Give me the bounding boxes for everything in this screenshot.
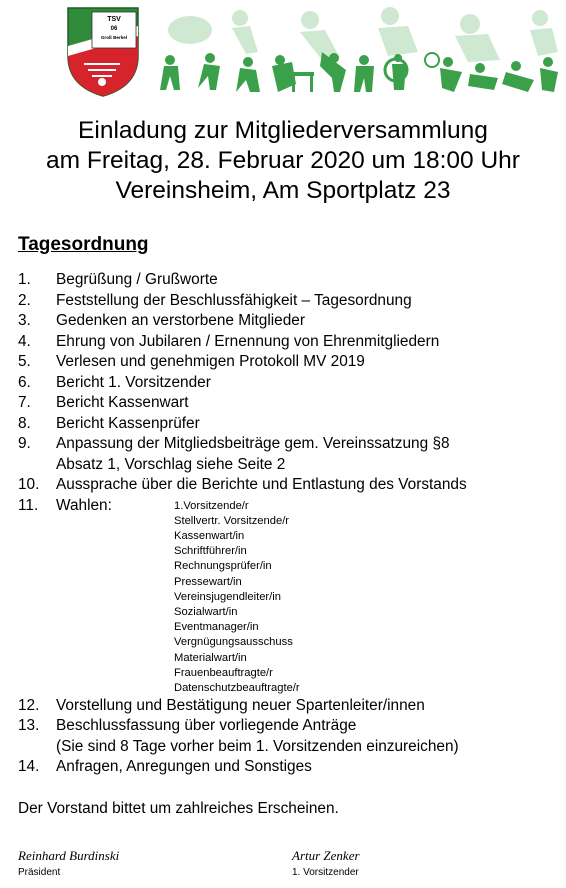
election-position: Vergnügungsausschuss (174, 636, 293, 649)
crest-text-place: Groß Berkel (100, 35, 128, 40)
invitation-title (0, 116, 566, 206)
agenda-item-number: 5. (18, 353, 31, 370)
election-position: Stellvertr. Vorsitzende/r (174, 514, 290, 527)
election-position: Materialwart/in (174, 651, 247, 664)
agenda-item-number: 10. (18, 476, 40, 493)
agenda-item-text: Feststellung der Beschlussfähigkeit – Tagesordnung (56, 291, 412, 309)
signature-name: Artur Zenker (292, 848, 360, 863)
agenda-item (18, 414, 558, 435)
signature-role: 1. Vorsitzender (292, 867, 359, 878)
agenda-item (18, 434, 558, 455)
election-position: Rechnungsprüfer/in (174, 560, 272, 573)
agenda-item-number: 1. (18, 271, 31, 288)
election-position: Pressewart/in (174, 575, 242, 588)
agenda-item (18, 311, 558, 332)
agenda-item-text: Bericht Kassenprüfer (56, 414, 200, 432)
election-position: 1.Vorsitzende/r (174, 499, 249, 512)
election-position: Datenschutzbeauftragte/r (174, 681, 300, 694)
agenda-item-text: Verlesen und genehmigen Protokoll MV 2019 (56, 353, 365, 370)
title-line-2: am Freitag, 28. Februar 2020 um 18:00 Uhr (46, 147, 520, 174)
agenda-item (18, 393, 558, 414)
agenda-item-elections (18, 496, 558, 696)
agenda-item-number: 9. (18, 435, 31, 452)
election-position: Frauenbeauftragte/r (174, 666, 273, 679)
agenda-item-text: Beschlussfassung über vorliegende Anträge (56, 717, 357, 734)
agenda-item-number: 3. (18, 312, 31, 329)
sports-silhouette-banner (150, 0, 560, 102)
agenda-item (18, 291, 558, 312)
agenda-item-number: 14. (18, 758, 40, 775)
agenda-item-text-continued: (Sie sind 8 Tage vorher beim 1. Vorsitzenden einzureichen) (56, 737, 459, 755)
agenda-item-number: 11. (18, 496, 39, 514)
election-position: Schriftführer/in (174, 545, 247, 558)
agenda-item (18, 270, 558, 291)
signature-name: Reinhard Burdinski (18, 848, 120, 863)
agenda-list (18, 270, 558, 778)
signature-role: Präsident (18, 867, 61, 878)
agenda-heading: Tagesordnung (18, 234, 149, 255)
crest-text-tsv: TSV (107, 16, 121, 23)
election-position: Eventmanager/in (174, 621, 259, 634)
agenda-item-text: Vorstellung und Bestätigung neuer Spartenleiter/innen (56, 696, 425, 714)
election-position: Vereinsjugendleiter/in (174, 590, 281, 603)
agenda-item (18, 716, 558, 737)
agenda-item-text: Begrüßung / Grußworte (56, 271, 218, 288)
agenda-item-number: 7. (18, 394, 31, 411)
agenda-item-text: Anpassung der Mitgliedsbeiträge gem. Vereinssatzung §8 (56, 435, 450, 452)
signature-chairman (292, 848, 360, 878)
agenda-item-text: Bericht 1. Vorsitzender (56, 373, 211, 391)
agenda-item-text: Aussprache über die Berichte und Entlastung des Vorstands (56, 476, 467, 493)
club-crest-logo (66, 6, 140, 98)
signature-president (18, 848, 119, 878)
agenda-item-number: 6. (18, 373, 31, 391)
agenda-item-number: 13. (18, 717, 40, 734)
election-position: Sozialwart/in (174, 605, 238, 618)
agenda-item (18, 332, 558, 353)
closing-text: Der Vorstand bittet um zahlreiches Erscheinen. (18, 800, 339, 817)
agenda-item-text: Gedenken an verstorbene Mitglieder (56, 312, 305, 329)
agenda-item-text: Anfragen, Anregungen und Sonstiges (56, 758, 312, 775)
agenda-item-text: Wahlen: (56, 496, 112, 514)
agenda-item-number: 4. (18, 332, 31, 350)
agenda-item-number: 12. (18, 696, 40, 714)
agenda-item (18, 696, 558, 717)
agenda-item-continuation (18, 737, 558, 758)
agenda-item (18, 757, 558, 778)
agenda-item-text: Ehrung von Jubilaren / Ernennung von Ehrenmitgliedern (56, 332, 440, 350)
agenda-item-continuation (18, 455, 558, 476)
agenda-item (18, 373, 558, 394)
agenda-item-number: 8. (18, 414, 31, 432)
election-position: Kassenwart/in (174, 529, 245, 542)
agenda-item-text-continued: Absatz 1, Vorschlag siehe Seite 2 (56, 455, 286, 473)
agenda-item (18, 352, 558, 373)
agenda-item-text: Bericht Kassenwart (56, 394, 189, 411)
agenda-item-number: 2. (18, 291, 31, 309)
header (0, 0, 566, 104)
title-line-1: Einladung zur Mitgliederversammlung (78, 117, 488, 144)
election-positions-list (174, 499, 300, 697)
title-line-3: Vereinsheim, Am Sportplatz 23 (115, 177, 451, 204)
agenda-item (18, 475, 558, 496)
crest-text-year: 06 (110, 26, 118, 32)
